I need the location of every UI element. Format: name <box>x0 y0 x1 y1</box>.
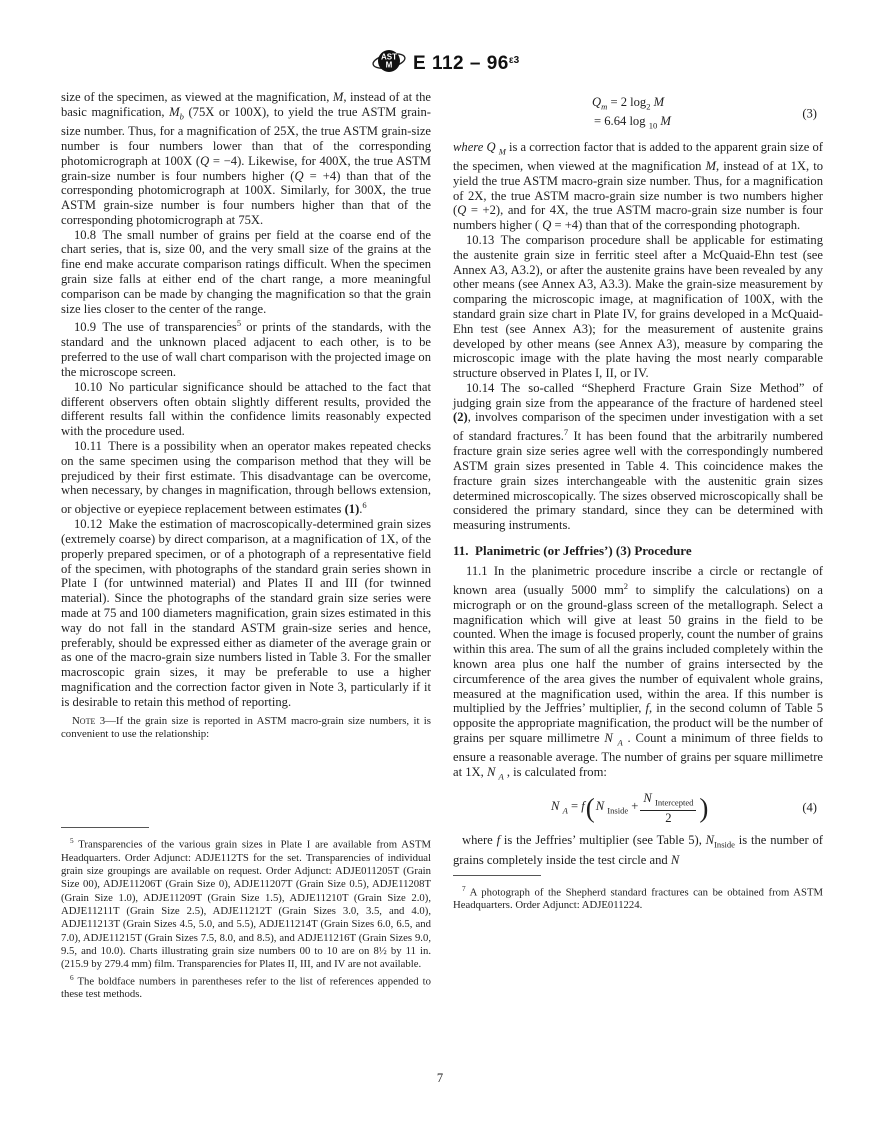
left-column <box>61 90 431 1002</box>
equation-4-fraction <box>640 792 696 826</box>
page-header <box>372 46 519 80</box>
paragraph-10-10: 10.10 No particular significance should be attached to the fact that different observers often obtain slightly different results, provided the different results fall within the confidence limits reasonably expected with the procedure used. <box>61 379 431 439</box>
equation-4-close-paren: ) <box>699 792 709 823</box>
paragraph-where-qm: where Q $_M$ is a correction factor that is added to the apparent grain size of the specimen, when viewed at the magnification M, instead of at 1X, to yield the true ASTM macro-grain size number. Thus, for a magnification of 2X, the true ASTM macro-grain size number is two numbers higher (Q = +2), and for 4X, the true ASTM macro-grain size number is four numbers higher ( Q = +4) than that of the corresponding photograph. <box>453 139 823 233</box>
document-edition-superscript: ε3 <box>508 55 520 66</box>
note-3: Note 3—If the grain size is reported in ASTM macro-grain size numbers, it is convenient to use the relationship: <box>61 714 431 740</box>
document-title <box>413 54 519 72</box>
equation-3-line-2: = 6.64 log $_{10}$ M <box>594 114 671 131</box>
paragraph-where-f: where f is the Jeffries’ multiplier (see Table 5), $N_{Inside}$ is the number of grains completely inside the test circle and N <box>453 833 823 867</box>
svg-text:M: M <box>385 60 393 70</box>
paragraph-10-14: 10.14 The so-called “Shepherd Fracture Grain Size Method” of judging grain size from the appearance of the fracture of hardened steel (2), involves comparison of the specimen under investigation with a set of standard fractures.$^7$ It has been found that the arbitrarily numbered fracture grain size series agree well with the correspondingly numbered ASTM grain sizes presented in Table 4. This coincidence makes the fracture grain sizes interchangeable with the austenitic grain sizes determined microscopically. The sizes observed microscopically shall be considered the primary standard, since they can be determined with measuring instruments. <box>453 380 823 533</box>
paragraph-10-9: 10.9 The use of transparencies$^5$ or prints of the standards, with the standard and the unknown placed adjacent to each other, is to be preferred to the use of wall chart comparison with the projected image on the microscope screen. <box>61 318 431 380</box>
equation-3-line-1: $Q_m = 2$ $\log_2 M$ <box>592 95 665 112</box>
equation-4-open-paren: ( <box>585 792 595 823</box>
right-footnotes <box>453 875 823 913</box>
equation-3-number: (3) <box>802 106 817 121</box>
footnote-6: $^6$ The boldface numbers in parentheses refer to the list of references appended to these test methods. <box>61 973 431 1001</box>
equation-4-lhs: N $_A$ = f <box>551 798 585 816</box>
left-footnotes <box>61 827 431 1002</box>
paragraph-10-13: 10.13 The comparison procedure shall be applicable for estimating the austenite grain size in ferritic steel after a McQuaid-Ehn test (see Annex A3, A3.2), or after the austenite grains have been revealed by any other means (see Annex A3, A3.3). Make the grain-size measurement by comparing the microscopic image, at magnification of 100X, with the standard grain size chart in Plate IV, for grains developed in a McQuaid-Ehn test (see Annex A3); for the measurement of austenite grains developed by other means (see Annex A3), measure by comparing the microscopic image with the plate having the most nearly comparable structure observed in Plates I, II, or IV. <box>453 232 823 381</box>
paragraph-continuation: size of the specimen, as viewed at the magnification, M, instead of at the basic magnification, $M_b$ (75X or 100X), to yield the true ASTM grain-size number. Thus, for a magnification of 25X, the true ASTM grain-size number is four numbers lower than that of the corresponding photomicrograph at 100X (Q = −4). Likewise, for 400X, the true ASTM grain-size number is four numbers higher (Q = +4) than that of the corresponding photomicrograph at 100X. Similarly, for 300X, the true ASTM grain-size number is four numbers higher than that of the corresponding photomicrograph at 75X. <box>61 90 432 227</box>
footnote-5: $^5$ Transparencies of the various grain sizes in Plate I are available from ASTM Headquarters. Order Adjunct: ADJE112TS for the set. Transparencies of individual grain size groupings are available on request. Order Adjunct: ADJE011205T (Grain Size 00), ADJE11206T (Grain Size 0), ADJE11207T (Grain Size 0.5), ADJE11208T (Grain Size 1.0), ADJE11209T (Grain Size 1.5), ADJE11210T (Grain Size 2.0), ADJE11211T (Grain Size 2.5), ADJE11212T (Grain Sizes 3.0, 3.5, and 4.0), ADJE11213T (Grain Sizes 4.5, 5.0, and 5.5), ADJE11214T (Grain Sizes 6.0, 6.5, and 7.0), ADJE11215T (Grain Sizes 7.5, 8.0, and 8.5), and ADJE11216T (Grain Sizes 9.0, 9.5, and 10.0). Charts illustrating grain size numbers 00 to 10 are on 8½ by 11 in. (215.9 by 279.4 mm) film. Transparencies for Plates II, III, and IV are not available. <box>61 836 431 971</box>
astm-logo-icon <box>372 46 406 80</box>
paragraph-11-1: 11.1 In the planimetric procedure inscribe a circle or rectangle of known area (usually 5000 $mm^2$ to simplify the calculations) on a micrograph or on the ground-glass screen of the metallograph. Select a magnification which will give at least 50 grains in the field to be counted. When the image is focused properly, count the number of grains within this area. The sum of all the grains included completely within the known area plus one half the number of grains intersected by the circumference of the area gives the number of equivalent whole grains, measured at the magnification used, within the area. If this number is multiplied by the Jeffries’ multiplier, f, in the second column of Table 5 opposite the appropriate magnification, the product will be the number of grains per square millimetre N $_A$ . Count a minimum of three fields to ensure a reasonable average. The number of grains per square millimetre at 1X, N $_A$ , is calculated from: <box>453 564 824 782</box>
equation-4-fraction-denominator: 2 <box>665 811 672 826</box>
right-column <box>453 90 823 913</box>
paragraph-10-8: 10.8 The small number of grains per field at the coarse end of the chart series, that is, size 00, and the very small size of the grains at the fine end make accurate comparison ratings difficult. When the specimen grain size falls at either end of the chart range, a more meaningful comparison can be made by changing the magnification so that the grain size lies closer to the center of the range. <box>61 227 431 316</box>
equation-4-fraction-numerator: N $_{Intercepted}$ <box>640 792 696 812</box>
footnote-divider <box>61 827 149 828</box>
footnote-7: $^7$ A photograph of the Shepherd standard fractures can be obtained from ASTM Headquarters. Order Adjunct: ADJE011224. <box>453 884 823 912</box>
footnote-divider <box>453 875 541 876</box>
paragraph-10-11: 10.11 There is a possibility when an operator makes repeated checks on the same specimen using the comparison method that they will be prejudiced by their first estimate. This disadvantage can be overcome, when necessary, by changes in magnification, through bellows extension, or objective or eyepiece replacement between estimates (1).$^6$ <box>61 439 431 517</box>
paragraph-10-12: 10.12 Make the estimation of macroscopically-determined grain sizes (extremely coarse) by direct comparison, at a magnification of 1X, of the properly prepared specimen, or of a photograph of a representative field of the specimen, with photographs of the standard grain series shown in Plate I (for untwinned material) and Plates II and III (for twinned material). Since the photographs of the standard grain size series were made at 75 and 100 diameters magnification, grain sizes estimated in this way do not fall in the standard ASTM grain-size series and hence, preferably, should be expressed either as diameter of the average grain or as one of the macro-grain size numbers listed in Table 3. For the smaller macroscopic grain sizes, it may be preferable to use a higher magnification and the correction factor given in Note 3, particularly if it is desirable to retain this method of reporting. <box>61 517 431 709</box>
equation-4-number: (4) <box>802 801 817 816</box>
equation-3 <box>453 95 823 134</box>
equation-4-expression <box>453 789 823 827</box>
equation-4 <box>453 789 823 827</box>
document-code: E 112 – 96 <box>413 53 509 74</box>
svg-text:AST: AST <box>381 52 397 62</box>
section-11-heading: 11. Planimetric (or Jeffries’) (3) Procedure <box>453 543 692 559</box>
equation-4-inside: N $_{Inside}$ + <box>595 798 639 816</box>
page-number: 7 <box>436 1071 444 1085</box>
